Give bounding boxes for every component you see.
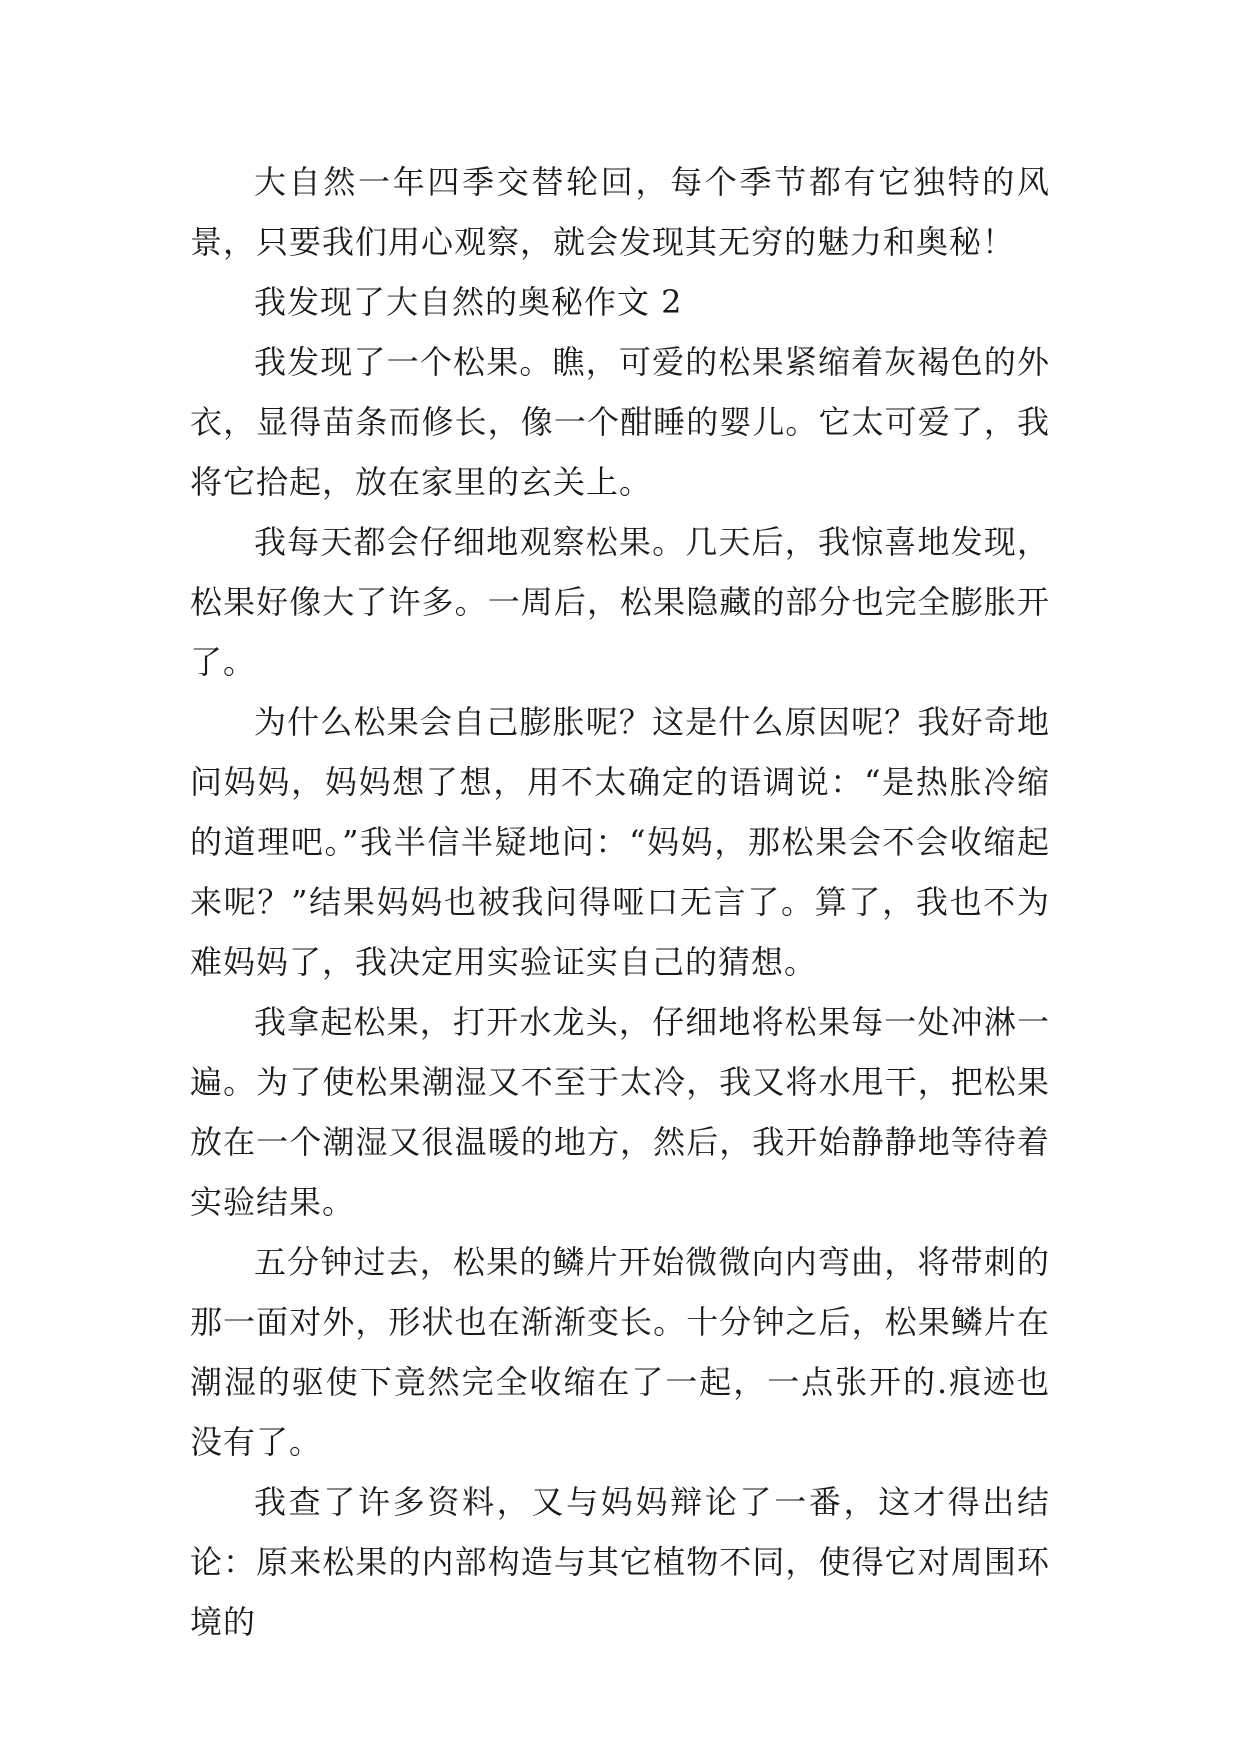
paragraph-pinecone-found: 我发现了一个松果。瞧，可爱的松果紧缩着灰褐色的外衣，显得苗条而修长，像一个酣睡的婴儿。它太可爱了，我将它拾起，放在家里的玄关上。 <box>190 343 1050 501</box>
paragraph-question: 为什么松果会自己膨胀呢？这是什么原因呢？我好奇地问妈妈，妈妈想了想，用不太确定的语调说：“是热胀冷缩的道理吧。”我半信半疑地问：“妈妈，那松果会不会收缩起来呢？”结果妈妈也被我问得哑口无言了。算了，我也不为难妈妈了，我决定用实验证实自己的猜想。 <box>190 703 1050 981</box>
paragraph-result: 五分钟过去，松果的鳞片开始微微向内弯曲，将带刺的那一面对外，形状也在渐渐变长。十分钟之后，松果鳞片在潮湿的驱使下竟然完全收缩在了一起，一点张开的.痕迹也没有了。 <box>190 1243 1050 1461</box>
paragraph-observation: 我每天都会仔细地观察松果。几天后，我惊喜地发现，松果好像大了许多。一周后，松果隐藏的部分也完全膨胀开了。 <box>190 523 1050 681</box>
document-page <box>190 152 1050 1652</box>
paragraph-intro: 大自然一年四季交替轮回，每个季节都有它独特的风景，只要我们用心观察，就会发现其无穷的魅力和奥秘！ <box>190 163 1050 261</box>
essay-title: 我发现了大自然的奥秘作文 2 <box>254 283 683 321</box>
paragraph-conclusion: 我查了许多资料，又与妈妈辩论了一番，这才得出结论：原来松果的内部构造与其它植物不同，使得它对周围环境的 <box>190 1483 1050 1641</box>
paragraph-experiment: 我拿起松果，打开水龙头，仔细地将松果每一处冲淋一遍。为了使松果潮湿又不至于太冷，我又将水甩干，把松果放在一个潮湿又很温暖的地方，然后，我开始静静地等待着实验结果。 <box>190 1003 1050 1221</box>
